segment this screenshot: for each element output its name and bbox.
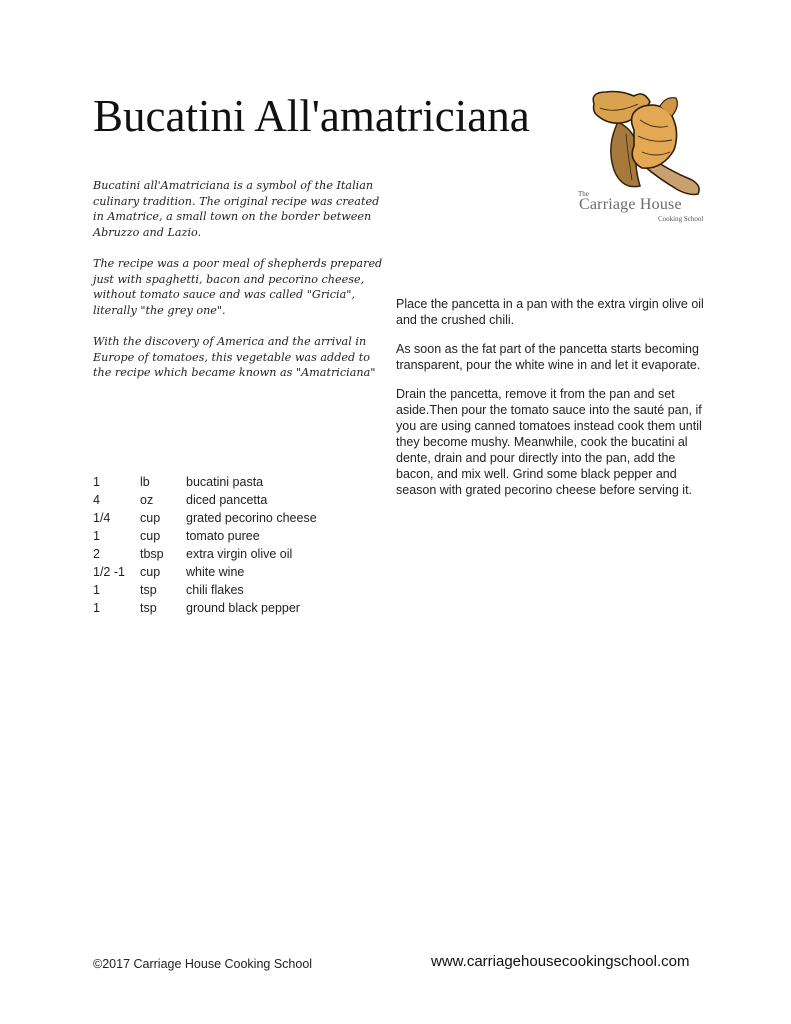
ingredient-quantity: 4 (93, 493, 100, 507)
ingredient-row (93, 527, 317, 545)
ingredient-row (93, 581, 317, 599)
ingredient-unit: tsp (140, 583, 157, 597)
ingredient-row (93, 563, 317, 581)
copyright-text: ©2017 Carriage House Cooking School (93, 957, 313, 971)
ingredients-table (93, 473, 317, 617)
method-step: Place the pancetta in a pan with the extra virgin olive oil and the crushed chili. (396, 297, 704, 327)
ingredient-row (93, 599, 317, 617)
logo-name-text: Carriage House (579, 196, 682, 213)
ingredient-item: white wine (186, 565, 245, 579)
ingredient-item: tomato puree (186, 529, 260, 543)
chanterelle-mushroom-icon (576, 86, 716, 198)
ingredient-quantity: 1/2 -1 (93, 565, 125, 579)
ingredient-unit: lb (140, 475, 150, 489)
ingredient-item: bucatini pasta (186, 475, 264, 489)
ingredient-item: ground black pepper (186, 601, 300, 615)
recipe-title: Bucatini All'amatriciana (93, 91, 530, 141)
ingredient-unit: oz (140, 493, 154, 507)
ingredient-unit: cup (140, 565, 161, 579)
ingredient-quantity: 1 (93, 529, 100, 543)
ingredient-quantity: 1 (93, 475, 100, 489)
ingredient-quantity: 1/4 (93, 511, 111, 525)
ingredient-row (93, 509, 317, 527)
ingredient-item: grated pecorino cheese (186, 511, 317, 525)
ingredient-quantity: 2 (93, 547, 100, 561)
ingredient-quantity: 1 (93, 601, 100, 615)
website-link[interactable]: www.carriagehousecookingschool.com (431, 953, 690, 970)
logo-the-text: The (578, 190, 589, 198)
ingredient-unit: tbsp (140, 547, 164, 561)
ingredient-item: chili flakes (186, 583, 244, 597)
carriage-house-logo (576, 86, 716, 226)
recipe-intro (93, 178, 383, 397)
ingredient-row (93, 545, 317, 563)
intro-paragraph: Bucatini all'Amatriciana is a symbol of the Italian culinary tradition. The original recipe was created in Amatrice, a small town on the border between Abruzzo and Lazio. (93, 179, 380, 239)
intro-paragraph: The recipe was a poor meal of shepherds prepared just with spaghetti, bacon and pecorino cheese, without tomato sauce and was called "Gricia", literally "the grey one". (93, 257, 383, 317)
recipe-method (396, 296, 711, 511)
ingredient-quantity: 1 (93, 583, 100, 597)
ingredient-unit: cup (140, 529, 161, 543)
intro-paragraph: With the discovery of America and the arrival in Europe of tomatoes, this vegetable was added to the recipe which became known as "Amatriciana" (93, 335, 376, 379)
ingredient-row (93, 473, 317, 491)
logo-subtitle-text: Cooking School (658, 215, 704, 223)
method-step: As soon as the fat part of the pancetta starts becoming transparent, pour the white wine in and let it evaporate. (396, 342, 701, 372)
ingredient-unit: cup (140, 511, 161, 525)
ingredient-row (93, 491, 317, 509)
method-step: Drain the pancetta, remove it from the pan and set aside.Then pour the tomato sauce into the sauté pan, if you are using canned tomatoes instead cook them until they become mushy. Meanwhile, cook the bucatini al dente, drain and pour directly into the pan, add the bacon, and mix well. Grind some black pepper and season with grated pecorino cheese before serving it. (396, 387, 702, 497)
ingredient-unit: tsp (140, 601, 157, 615)
ingredient-item: diced pancetta (186, 493, 268, 507)
ingredient-item: extra virgin olive oil (186, 547, 293, 561)
